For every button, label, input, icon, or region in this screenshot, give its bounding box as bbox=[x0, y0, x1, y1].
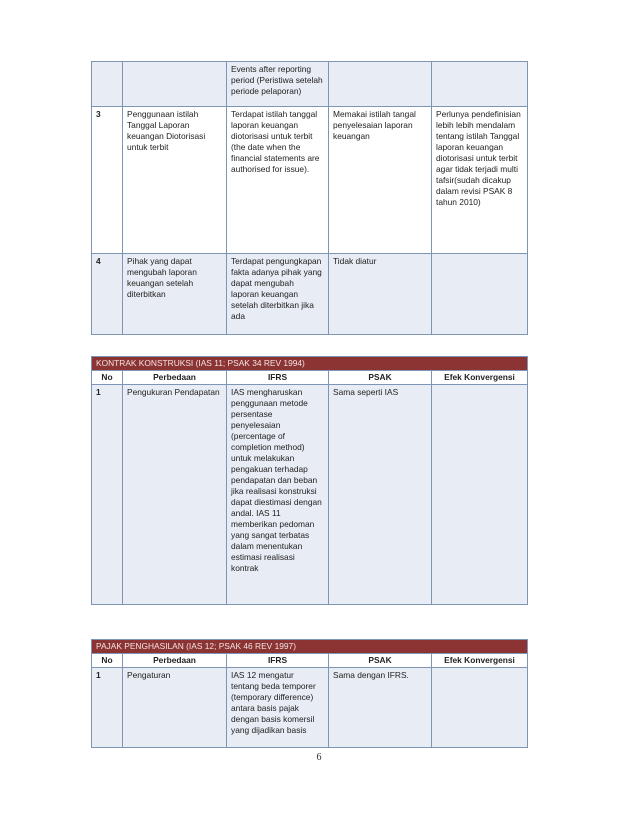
col-header-efek: Efek Konvergensi bbox=[432, 654, 528, 668]
col-header-perbedaan: Perbedaan bbox=[123, 654, 227, 668]
table-row bbox=[92, 62, 528, 107]
page-number: 6 bbox=[316, 752, 322, 763]
cell-psak: Sama dengan IFRS. bbox=[329, 668, 432, 748]
section-title: PAJAK PENGHASILAN (IAS 12; PSAK 46 REV 1997) bbox=[92, 640, 528, 654]
table-pajak-penghasilan bbox=[91, 639, 528, 748]
col-header-psak: PSAK bbox=[329, 371, 432, 385]
cell-ifrs: Terdapat istilah tanggal laporan keuangan diotorisasi untuk terbit (the date when the financial statements are authorised for issue). bbox=[227, 107, 329, 254]
cell-efek bbox=[432, 62, 528, 107]
col-header-ifrs: IFRS bbox=[227, 371, 329, 385]
table-row bbox=[92, 385, 528, 605]
cell-ifrs: IAS 12 mengatur tentang beda temporer (temporary difference) antara basis pajak dengan basis komersil yang dijadikan basis bbox=[227, 668, 329, 748]
cell-efek bbox=[432, 254, 528, 335]
table-events-after-reporting bbox=[91, 61, 528, 335]
cell-efek bbox=[432, 668, 528, 748]
cell-psak: Tidak diatur bbox=[329, 254, 432, 335]
col-header-ifrs: IFRS bbox=[227, 654, 329, 668]
cell-ifrs: Terdapat pengungkapan fakta adanya pihak yang dapat mengubah laporan keuangan setelah diterbitkan jika ada bbox=[227, 254, 329, 335]
col-header-perbedaan: Perbedaan bbox=[123, 371, 227, 385]
cell-perbedaan bbox=[123, 62, 227, 107]
cell-no: 3 bbox=[92, 107, 123, 254]
cell-no: 1 bbox=[92, 668, 123, 748]
table-kontrak-konstruksi bbox=[91, 356, 528, 605]
section-title-row bbox=[92, 357, 528, 371]
table-row bbox=[92, 668, 528, 748]
col-header-efek: Efek Konvergensi bbox=[432, 371, 528, 385]
cell-ifrs: Events after reporting period (Peristiwa setelah periode pelaporan) bbox=[227, 62, 329, 107]
cell-efek bbox=[432, 385, 528, 605]
cell-psak: Sama seperti IAS bbox=[329, 385, 432, 605]
col-header-no: No bbox=[92, 371, 123, 385]
section-title-row bbox=[92, 640, 528, 654]
col-header-no: No bbox=[92, 654, 123, 668]
col-header-psak: PSAK bbox=[329, 654, 432, 668]
cell-psak: Memakai istilah tangal penyelesaian laporan keuangan bbox=[329, 107, 432, 254]
section-title: KONTRAK KONSTRUKSI (IAS 11; PSAK 34 REV 1994) bbox=[92, 357, 528, 371]
cell-ifrs: IAS mengharuskan penggunaan metode persentase penyelesaian (percentage of completion method) untuk melakukan pengakuan terhadap pendapatan dan beban jika realisasi konstruksi dapat diestimasi dengan andal. IAS 11 memberikan pedoman yang sangat terbatas dalam menentukan estimasi realisasi kontrak bbox=[227, 385, 329, 605]
cell-no bbox=[92, 62, 123, 107]
cell-no: 1 bbox=[92, 385, 123, 605]
table-row bbox=[92, 107, 528, 254]
cell-perbedaan: Pengukuran Pendapatan bbox=[123, 385, 227, 605]
cell-no: 4 bbox=[92, 254, 123, 335]
table-row bbox=[92, 254, 528, 335]
cell-perbedaan: Penggunaan istilah Tanggal Laporan keuangan Diotorisasi untuk terbit bbox=[123, 107, 227, 254]
header-row bbox=[92, 654, 528, 668]
header-row bbox=[92, 371, 528, 385]
cell-perbedaan: Pihak yang dapat mengubah laporan keuangan setelah diterbitkan bbox=[123, 254, 227, 335]
cell-psak bbox=[329, 62, 432, 107]
cell-perbedaan: Pengaturan bbox=[123, 668, 227, 748]
cell-efek: Perlunya pendefinisian lebih lebih mendalam tentang istilah Tanggal laporan keuangan diotorisasi untuk terbit agar tidak terjadi multi tafsir(sudah dicakup dalam revisi PSAK 8 tahun 2010) bbox=[432, 107, 528, 254]
